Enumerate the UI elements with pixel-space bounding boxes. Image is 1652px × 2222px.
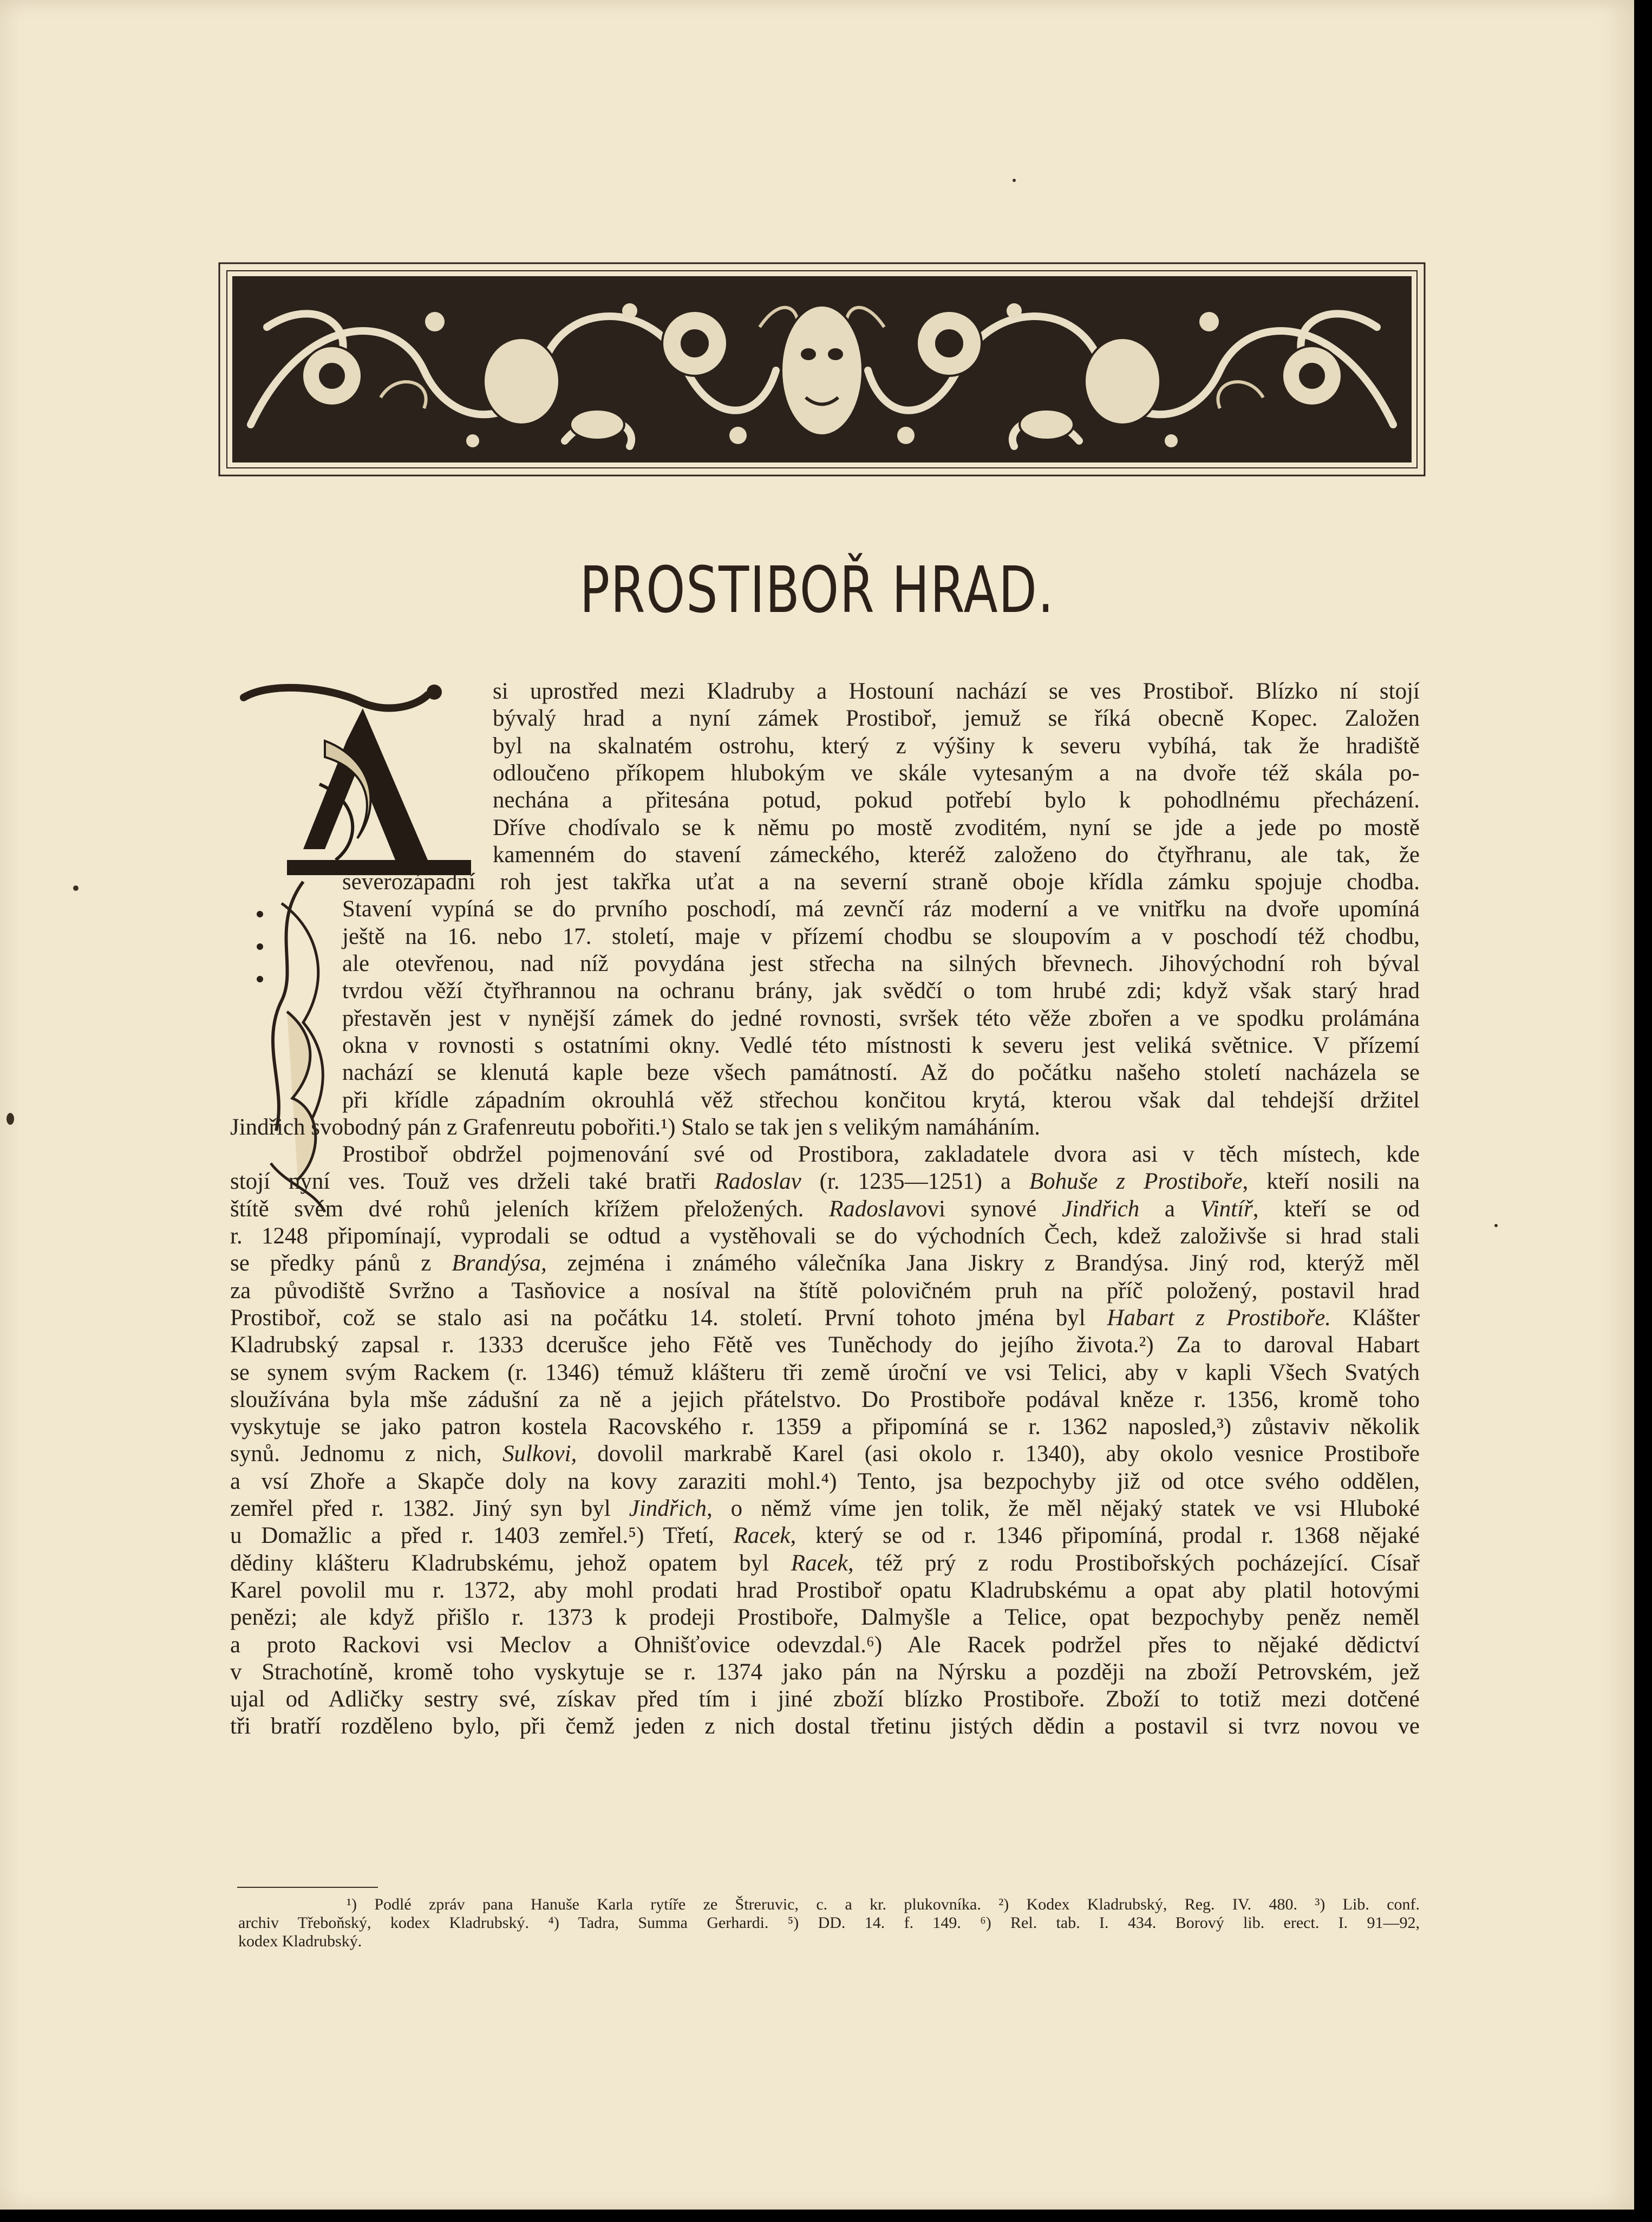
text-line: v Strachotíně, kromě toho vyskytuje se r. 1374 jako pán na Nýrsku a později na zboží Petrovském, jež [230,1659,1420,1685]
text-line: vyskytuje se jako patron kostela Racovského r. 1359 a připomíná se r. 1362 naposled,³) zůstaviv několik [230,1414,1420,1440]
text-line: ještě na 16. nebo 17. století, maje v přízemí chodbu se sloupovím a v poschodí též chodbu, [342,923,1420,949]
text-line: tři bratří rozděleno bylo, při čemž jeden z nich dostal třetinu jistých dědin a postavil si tvrz novou ve [230,1713,1420,1739]
page-speck [1494,1224,1498,1227]
text-line: a vsí Zhoře a Skapče doly na kovy zaraziti mohl.⁴) Tento, jsa bezpochyby již od otce svého oddělen, [230,1468,1420,1494]
text-line: synů. Jednomu z nich, Sulkovi, dovolil markrabě Karel (asi okolo r. 1340), aby okolo vesnice Prostiboře [230,1441,1420,1467]
text-line: se synem svým Rackem (r. 1346) témuž klášteru tři země úroční ve vsi Telici, aby v kapli Všech Svatých [230,1359,1420,1385]
text-line: nechána a přitesána potud, pokud potřebí bylo k pohodlnému přecházení. [493,787,1420,813]
text-line: odloučeno příkopem hlubokým ve skále vytesaným a na dvoře též skála po- [493,760,1420,786]
text-line: byl na skalnatém ostrohu, který z výšiny k severu vybíhá, tak že hradiště [493,733,1420,759]
text-line: Prostiboř, což se stalo asi na počátku 14. století. První tohoto jména byl Habart z Prostiboře. Klášter [230,1305,1420,1331]
text-line: nachází se klenutá kaple beze všech památností. Až do počátku našeho století nacházela se [342,1060,1420,1086]
text-line: za původiště Svržno a Tasňovice a nosíval na štítě polovičném pruh na příč položený, postavil hrad [230,1278,1420,1304]
text-line: sloužívána byla mše zádušní za ně a jejich přátelstvo. Do Prostiboře podával kněze r. 1356, kromě toho [230,1386,1420,1412]
text-line: tvrdou věží čtyřhrannou na ochranu brány, jak svědčí o tom hrubé zdi; když však starý hrad [342,978,1420,1004]
text-line: si uprostřed mezi Kladruby a Hostouní nachází se ves Prostiboř. Blízko ní stojí [493,679,1420,704]
page-speck [6,1113,14,1125]
footnote-line: archiv Třeboňský, kodex Kladrubský. ⁴) Tadra, Summa Gerhardi. ⁵) DD. 14. f. 149. ⁶) Rel. tab. I. 434. Borový lib. erect. I. 91—92, [238,1914,1420,1932]
footnote-line: ¹) Podlé zpráv pana Hanuše Karla rytíře ze Štreruvic, c. a kr. plukovníka. ²) Kodex Kladrubský, Reg. IV. 480. ³) Lib. conf. [347,1895,1420,1913]
text-line: se předky pánů z Brandýsa, zejména i známého válečníka Jana Jiskry z Brandýsa. Jiný rod, kterýž měl [230,1250,1420,1276]
text-line: při křídle západním okrouhlá věž střechou končitou krytá, kterou však dal tehdejší držitel [342,1087,1420,1113]
text-line: ale otevřenou, nad níž povydána jest střecha na silných břevnech. Jihovýchodní roh býval [342,951,1420,976]
text-line: Dříve chodívalo se k němu po mostě zvoditém, nyní se jde a jede po mostě [493,814,1420,840]
text-line: ujal od Adličky sestry své, získav před tím i jiné zboží blízko Prostiboře. Zboží to totiž mezi dotčené [230,1686,1420,1712]
text-line: a proto Rackovi vsi Meclov a Ohnišťovice odevzdal.⁶) Ale Racek podržel přes to nějaké dědictví [230,1632,1420,1658]
text-line: stojí nyní ves. Touž ves drželi také bratři Radoslav (r. 1235—1251) a Bohuše z Prostiboře, kteří nosili na [230,1169,1420,1195]
text-line: Prostiboř obdržel pojmenování své od Prostibora, zakladatele dvora asi v těch místech, kde [342,1142,1420,1168]
text-line: r. 1248 připomínají, vyprodali se odtud a vystěhovali se do východních Čech, kdež založivše si hrad stali [230,1223,1420,1249]
text-line: u Domažlic a před r. 1403 zemřel.⁵) Třetí, Racek, který se od r. 1346 připomíná, prodal r. 1368 nějaké [230,1523,1420,1549]
text-line: zemřel před r. 1382. Jiný syn byl Jindřich, o němž víme jen tolik, že měl nějaký statek ve vsi Hluboké [230,1496,1420,1521]
page-speck [73,885,79,891]
text-line: Jindřich svobodný pán z Grafenreutu pobořiti.¹) Stalo se tak jen s velikým namáháním. [230,1114,1041,1140]
text-line: kamenném do stavení zámeckého, kteréž založeno do čtyřhranu, ale tak, že [493,842,1420,868]
text-line: bývalý hrad a nyní zámek Prostiboř, jemuž se říká obecně Kopec. Založen [493,706,1420,732]
text-line: dědiny klášteru Kladrubskému, jehož opatem byl Racek, též prý z rodu Prostibořských pocházející. Císař [230,1550,1420,1576]
page-speck [1013,179,1016,182]
text-line: štítě svém dvé rohů jeleních křížem přeložených. Radoslavovi synové Jindřich a Vintíř, kteří se od [230,1196,1420,1222]
text-line: severozápadní roh jest takřka uťat a na severní straně oboje křídla zámku spojuje chodba. [342,869,1420,895]
text-line: Stavení vypíná se do prvního poschodí, má zevnčí ráz moderní a ve vnitřku na dvoře upomíná [342,896,1420,922]
text-line: penězi; ale když přišlo r. 1373 k prodeji Prostiboře, Dalmyšle a Telice, opat bezpochyby peněz neměl [230,1605,1420,1631]
page-title: PROSTIBOŘ HRAD. [579,552,1055,627]
footnote-rule [237,1887,378,1888]
text-line: okna v rovnosti s ostatními okny. Vedlé této místnosti k severu jest veliká světnice. V přízemí [342,1032,1420,1058]
text-line: Karel povolil mu r. 1372, aby mohl prodati hrad Prostiboř opatu Kladrubskému a opat aby platil hotovými [230,1577,1420,1603]
text-line: přestavěn jest v nynější zámek do jedné rovnosti, svršek této věže zbořen a ve spodku prolámána [342,1005,1420,1031]
footnote-line: kodex Kladrubský. [238,1932,362,1950]
text-line: Kladrubský zapsal r. 1333 dcerušce jeho Fětě ves Tuněchody do jejího života.²) Za to daroval Habart [230,1332,1420,1358]
